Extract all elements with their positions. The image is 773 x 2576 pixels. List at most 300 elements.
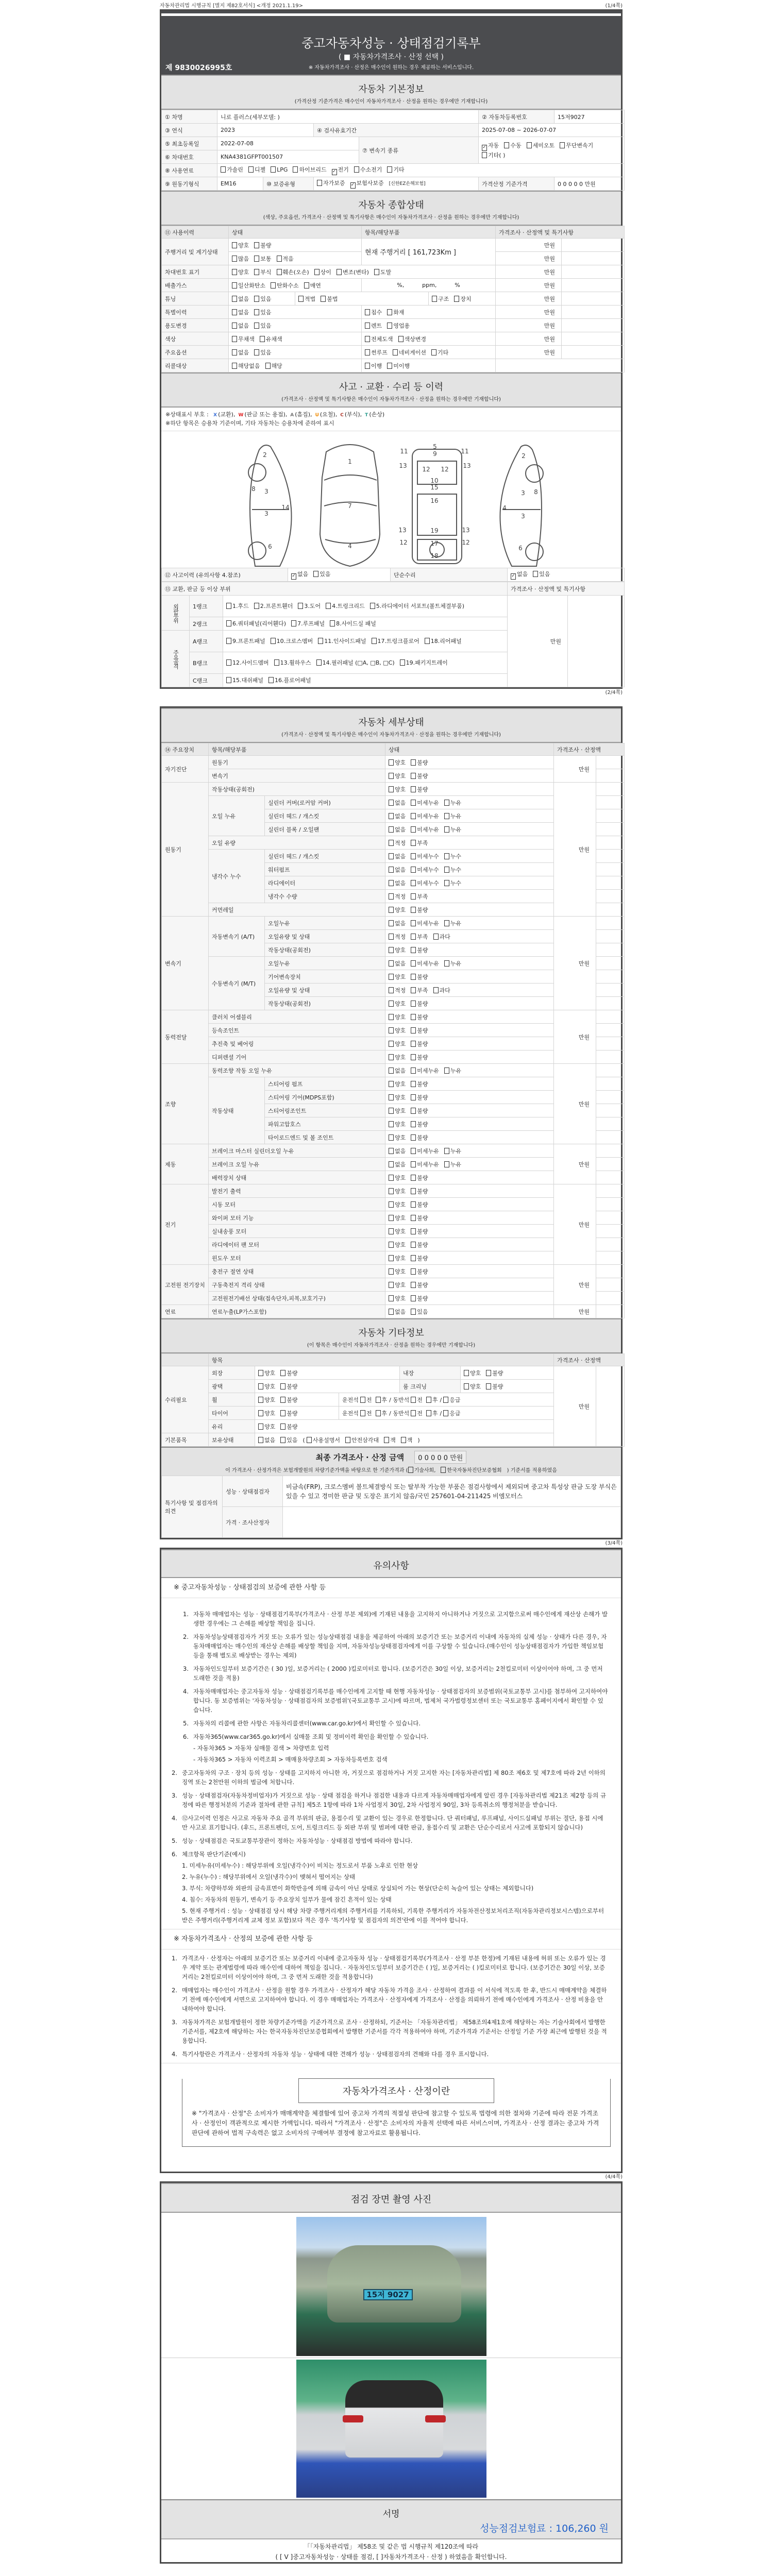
checkbox-option[interactable]	[258, 1436, 275, 1444]
checkbox-option[interactable]	[389, 1080, 406, 1088]
checkbox-option[interactable]	[280, 1396, 297, 1404]
checkbox-icon	[321, 296, 326, 302]
option-label: 없음	[238, 349, 249, 356]
checkbox-option[interactable]	[464, 1369, 481, 1377]
checkbox-option[interactable]	[425, 636, 462, 647]
diagram-part-number: 3	[264, 510, 268, 517]
checkbox-option[interactable]	[387, 321, 410, 330]
checkbox-option[interactable]	[345, 1436, 379, 1444]
other-info-header	[161, 1318, 621, 1353]
checkbox-option[interactable]	[232, 255, 249, 263]
checkbox-option[interactable]	[433, 986, 450, 994]
checkbox-option[interactable]	[444, 959, 461, 968]
checkbox-option[interactable]	[411, 892, 428, 901]
checkbox-option[interactable]	[482, 151, 505, 159]
checkbox-option[interactable]	[374, 268, 391, 276]
checkbox-option[interactable]	[226, 675, 263, 686]
checkbox-option[interactable]	[411, 946, 428, 954]
checkbox-option[interactable]	[330, 619, 376, 629]
checkbox-option[interactable]	[321, 295, 338, 303]
checkbox-option[interactable]	[444, 852, 461, 860]
checkbox-option[interactable]	[365, 348, 388, 357]
checkbox-option[interactable]	[389, 1281, 406, 1289]
checkbox-option[interactable]	[271, 281, 299, 290]
checkbox-option[interactable]	[365, 308, 382, 316]
checkbox-option[interactable]	[411, 1107, 428, 1115]
checkbox-option[interactable]	[400, 658, 448, 668]
diagram-part-number: 2	[522, 452, 526, 460]
checkbox-option[interactable]	[408, 1466, 436, 1473]
checkbox-option[interactable]	[360, 1396, 372, 1404]
section-note: (가격산정 기준가격은 매수인이 자동차가격조사 · 산정을 원하는 경우에만 기재합니다)	[294, 99, 488, 105]
signature-title: 서명	[382, 2509, 400, 2519]
checkbox-option[interactable]	[376, 1396, 388, 1404]
checkbox-option[interactable]	[486, 1369, 503, 1377]
option-label: 부족	[417, 933, 428, 940]
checkbox-option[interactable]	[426, 1396, 438, 1404]
checkbox-option[interactable]	[560, 141, 593, 149]
checkbox-option[interactable]	[317, 179, 345, 187]
checkbox-option[interactable]	[411, 1214, 428, 1222]
checkbox-option[interactable]	[268, 675, 311, 686]
checkbox-option[interactable]	[226, 619, 286, 629]
checkbox-option[interactable]	[411, 933, 428, 941]
checkbox-option[interactable]	[444, 866, 461, 874]
checkbox-option[interactable]	[398, 335, 427, 343]
checkbox-icon	[389, 987, 394, 993]
option-label: 양호	[395, 1188, 406, 1195]
checkbox-option[interactable]	[258, 1369, 275, 1377]
checkbox-option[interactable]	[372, 636, 419, 647]
checkbox-option[interactable]	[232, 335, 255, 343]
checkbox-option[interactable]	[444, 1147, 461, 1155]
detail-header-row	[162, 743, 625, 756]
option-label: 불량	[417, 1134, 428, 1141]
checkbox-option[interactable]	[280, 1436, 297, 1444]
status-options	[385, 796, 554, 809]
checkbox-option[interactable]	[254, 348, 271, 357]
checkbox-option[interactable]	[389, 906, 406, 914]
item-label: 휠	[209, 1393, 255, 1406]
checkbox-option[interactable]	[387, 165, 404, 174]
checkbox-option[interactable]	[411, 1281, 428, 1289]
checkbox-option[interactable]	[280, 1382, 297, 1391]
checkbox-option[interactable]	[254, 268, 271, 276]
checkbox-option[interactable]	[316, 658, 395, 668]
option-label: 14.필러패널 (□A, □B, □C)	[322, 659, 395, 666]
checkbox-option[interactable]	[232, 241, 249, 249]
checkbox-option[interactable]	[370, 601, 464, 612]
checkbox-option[interactable]	[411, 1147, 439, 1155]
checkbox-icon	[280, 1410, 285, 1416]
item-label: 원동기	[209, 756, 385, 769]
checkbox-option[interactable]	[258, 1382, 275, 1391]
checkbox-option[interactable]	[387, 362, 410, 370]
checkbox-icon	[265, 363, 271, 369]
note-content	[193, 1632, 609, 1660]
basic-info-table	[161, 110, 625, 191]
checkbox-option[interactable]	[291, 619, 325, 629]
checkbox-option[interactable]	[411, 1080, 428, 1088]
checkbox-icon	[372, 638, 377, 644]
checkbox-option[interactable]	[504, 141, 521, 149]
note-item	[172, 1814, 609, 1832]
symbol-meaning: (교환),	[218, 411, 236, 418]
note-content	[182, 2049, 489, 2059]
checkbox-icon	[326, 603, 331, 609]
checkbox-option[interactable]	[389, 933, 406, 941]
checkbox-option[interactable]	[411, 799, 439, 807]
sub-item-label: 오일유량 및 상태	[265, 984, 385, 997]
option-label: 양호	[395, 973, 406, 980]
table-row	[162, 1184, 625, 1198]
checkbox-option[interactable]	[298, 295, 315, 303]
checkbox-option[interactable]	[389, 839, 406, 847]
checkbox-icon	[389, 1255, 394, 1261]
checkbox-option[interactable]	[260, 335, 282, 343]
checkbox-option[interactable]	[389, 1026, 406, 1035]
checkbox-option[interactable]	[389, 986, 406, 994]
checkbox-option[interactable]	[433, 933, 450, 941]
checkbox-option[interactable]	[271, 636, 313, 647]
checkbox-option[interactable]	[389, 1066, 406, 1075]
basic-items-label: 기본품목	[162, 1433, 209, 1447]
checkbox-option[interactable]	[389, 1013, 406, 1021]
checkbox-option[interactable]	[401, 1436, 413, 1444]
checkbox-option[interactable]	[411, 839, 428, 847]
checkbox-option[interactable]	[389, 1133, 406, 1142]
checkbox-option[interactable]	[454, 295, 471, 303]
checkbox-icon	[411, 1282, 416, 1288]
checkbox-option[interactable]	[254, 321, 271, 330]
checkbox-option[interactable]	[298, 601, 321, 612]
checkbox-option[interactable]	[387, 308, 404, 316]
checkbox-option[interactable]	[280, 1369, 297, 1377]
checkbox-option[interactable]	[411, 1133, 428, 1142]
checkbox-option[interactable]	[389, 812, 406, 820]
checkbox-option[interactable]	[411, 1200, 428, 1209]
option-label: 기타	[393, 166, 405, 173]
checkbox-option[interactable]	[411, 919, 439, 927]
checkbox-option[interactable]	[411, 1308, 428, 1316]
checkbox-option[interactable]	[232, 268, 249, 276]
option-label: 3.도어	[304, 602, 321, 609]
checkbox-option[interactable]	[232, 321, 249, 330]
checkbox-option[interactable]	[277, 268, 309, 276]
checkbox-option[interactable]	[389, 1241, 406, 1249]
status-options	[385, 1158, 554, 1171]
page-number: (2/4쪽)	[605, 690, 623, 696]
confirmation-statement	[161, 2539, 621, 2562]
checkbox-option[interactable]	[389, 1174, 406, 1182]
column-header: 상태	[385, 743, 554, 756]
price-cell: 만원	[554, 783, 596, 917]
option-label: 후	[381, 1410, 388, 1417]
checkbox-option[interactable]	[431, 348, 448, 357]
checkbox-icon	[389, 934, 394, 940]
checkbox-option[interactable]	[389, 1147, 406, 1155]
checkbox-icon	[444, 1067, 449, 1074]
checkbox-option[interactable]	[411, 906, 428, 914]
checkbox-option[interactable]	[271, 166, 288, 173]
status-options	[229, 265, 496, 279]
checkbox-option[interactable]	[411, 1066, 439, 1075]
checkbox-option[interactable]	[389, 1294, 406, 1302]
checkbox-option[interactable]	[254, 255, 271, 263]
checkbox-option[interactable]	[411, 959, 439, 968]
checkbox-option[interactable]	[444, 1066, 461, 1075]
checkbox-option[interactable]	[444, 825, 461, 834]
checkbox-option[interactable]	[337, 268, 369, 276]
checkbox-option[interactable]	[432, 295, 449, 303]
checkbox-option[interactable]	[411, 999, 428, 1008]
symbol-u: U	[315, 413, 319, 418]
checkbox-option[interactable]	[314, 268, 331, 276]
checkbox-icon	[389, 1201, 394, 1208]
checkbox-option[interactable]	[293, 165, 326, 174]
checkbox-option[interactable]	[354, 165, 382, 174]
checkbox-option[interactable]	[389, 758, 406, 767]
checkbox-option[interactable]	[527, 141, 555, 149]
checkbox-option[interactable]	[384, 1436, 396, 1444]
checkbox-option[interactable]	[221, 165, 243, 174]
checkbox-option[interactable]	[411, 1053, 428, 1061]
checkbox-option[interactable]	[365, 335, 393, 343]
checkbox-option[interactable]	[411, 1040, 428, 1048]
checkbox-option[interactable]	[443, 1409, 460, 1417]
item-label: 냉각수 누수	[209, 850, 265, 903]
checkbox-option[interactable]	[389, 1254, 406, 1262]
checkbox-option[interactable]	[426, 1409, 438, 1417]
checkbox-option[interactable]	[411, 1093, 428, 1101]
status-options	[385, 1238, 554, 1251]
option-label: 미세누유	[417, 812, 439, 820]
checkbox-option[interactable]	[486, 1382, 503, 1391]
checkbox-icon	[411, 826, 416, 833]
option-label: 불량	[417, 1107, 428, 1114]
checkbox-option[interactable]	[444, 919, 461, 927]
checkbox-option[interactable]	[389, 1053, 406, 1061]
checkbox-option[interactable]	[277, 255, 294, 263]
checkbox-option[interactable]	[332, 165, 349, 175]
checkbox-option[interactable]	[411, 825, 439, 834]
diagram-part-number: 8	[251, 485, 256, 493]
checkbox-option[interactable]	[389, 959, 406, 968]
sub-item-label: 파워고압호스	[265, 1117, 385, 1131]
checkbox-option[interactable]	[232, 281, 265, 290]
checkbox-option[interactable]	[411, 1013, 428, 1021]
checkbox-option[interactable]	[411, 812, 439, 820]
diagram-part-number: 6	[518, 545, 523, 552]
item-label: 수동변속기 (M/T)	[209, 957, 265, 1010]
checkbox-option[interactable]	[254, 241, 271, 249]
option-label: 양호	[395, 1241, 406, 1248]
price-note-cell	[596, 1238, 625, 1251]
checkbox-option[interactable]	[511, 570, 528, 580]
checkbox-option[interactable]	[232, 348, 249, 357]
checkbox-option[interactable]	[313, 570, 330, 578]
checkbox-option[interactable]	[444, 879, 461, 887]
checkbox-option[interactable]	[326, 601, 365, 612]
checkbox-option[interactable]	[411, 1026, 428, 1035]
option-label: 침수	[371, 309, 382, 316]
checkbox-option[interactable]	[411, 772, 428, 780]
checkbox-option[interactable]	[389, 866, 406, 874]
checkbox-option[interactable]	[254, 601, 293, 612]
car-front-shape	[327, 2245, 461, 2323]
checkbox-option[interactable]	[350, 179, 384, 189]
checkbox-option[interactable]	[389, 1160, 406, 1168]
checkbox-option[interactable]	[411, 879, 439, 887]
checkbox-option[interactable]	[411, 1227, 428, 1235]
checkbox-icon	[376, 1410, 381, 1416]
note-text: 매매업자는 매수인이 가격조사 · 산정을 원할 경우 가격조사 · 산정자가 해당 자동차 가격을 조사 · 산정하여 결과를 이 서식에 적도록 한 후, 반드시 매매계약을 체결하기 전에 매수인에게 서면으로 고지하여야 합니다. 이 경우 매매업자는 가격조사 · 산정자에게 가격조사 · 산정을 의뢰하기 전에 매수인에게 가격조사 · 산정 비용을 안내하여야 합니다.	[182, 1987, 607, 2012]
checkbox-option[interactable]	[444, 1160, 461, 1168]
checkbox-option[interactable]	[389, 1120, 406, 1128]
checkbox-option[interactable]	[232, 308, 249, 316]
checkbox-option[interactable]	[411, 1241, 428, 1249]
checkbox-option[interactable]	[274, 658, 311, 668]
diagram-part-number: 12	[441, 466, 449, 473]
checkbox-option[interactable]	[318, 636, 366, 647]
checkbox-option[interactable]	[232, 295, 249, 303]
checkbox-option[interactable]	[389, 799, 406, 807]
checkbox-option[interactable]	[411, 852, 439, 860]
note-item	[172, 1850, 609, 1925]
checkbox-option[interactable]	[248, 165, 265, 174]
page-number: (1/4쪽)	[605, 3, 623, 9]
device-group-label: 자기진단	[162, 756, 209, 783]
checkbox-option[interactable]	[444, 812, 461, 820]
checkbox-icon	[411, 1397, 416, 1403]
checkbox-option[interactable]	[464, 1382, 481, 1391]
option-label: 양호	[395, 1080, 406, 1088]
checkbox-option[interactable]	[411, 1254, 428, 1262]
checkbox-option[interactable]	[389, 999, 406, 1008]
checkbox-option[interactable]	[307, 1436, 340, 1444]
checkbox-option[interactable]	[389, 973, 406, 981]
checkbox-option[interactable]	[254, 308, 271, 316]
checkbox-option[interactable]	[411, 1396, 423, 1404]
checkbox-option[interactable]	[291, 570, 308, 580]
checkbox-option[interactable]	[389, 1308, 406, 1316]
item-label: 오일 누유	[209, 796, 265, 836]
checkbox-option[interactable]	[389, 919, 406, 927]
checked-box-icon: ✓	[350, 182, 355, 188]
checkbox-option[interactable]	[389, 1093, 406, 1101]
checkbox-option[interactable]	[226, 601, 249, 612]
checkbox-option[interactable]	[304, 281, 321, 290]
checkbox-option[interactable]	[232, 362, 260, 370]
status-options	[229, 332, 362, 346]
checkbox-icon	[389, 920, 394, 926]
checkbox-option[interactable]	[411, 758, 428, 767]
checkbox-option[interactable]	[393, 348, 426, 357]
checkbox-option[interactable]	[444, 799, 461, 807]
checkbox-option[interactable]	[280, 1409, 297, 1417]
checkbox-option[interactable]	[389, 1227, 406, 1235]
checkbox-option[interactable]	[533, 570, 550, 578]
checkbox-option[interactable]	[411, 1160, 439, 1168]
checkbox-icon	[411, 893, 416, 900]
checkbox-icon	[454, 296, 459, 302]
checkbox-option[interactable]	[389, 1107, 406, 1115]
checkbox-option[interactable]	[389, 1267, 406, 1276]
note-number: 2.	[183, 1633, 189, 1640]
option-label: 없음	[517, 571, 528, 578]
checkbox-option[interactable]	[411, 1267, 428, 1276]
price-note-cell	[596, 890, 625, 903]
checkbox-option[interactable]	[389, 1214, 406, 1222]
checkbox-option[interactable]	[443, 1396, 460, 1404]
position-prefix: / 동반석	[389, 1410, 410, 1417]
checkbox-option[interactable]	[376, 1409, 388, 1417]
checkbox-option[interactable]	[258, 1422, 275, 1431]
checkbox-option[interactable]	[226, 636, 265, 647]
checkbox-option[interactable]	[389, 1187, 406, 1195]
checkbox-option[interactable]	[389, 879, 406, 887]
checkbox-option[interactable]	[411, 1174, 428, 1182]
checkbox-option[interactable]	[258, 1396, 275, 1404]
checkbox-option[interactable]	[441, 1466, 501, 1473]
checkbox-option[interactable]	[411, 1187, 428, 1195]
checkbox-option[interactable]	[482, 141, 499, 151]
option-label: 불량	[417, 1228, 428, 1235]
checkbox-option[interactable]	[389, 946, 406, 954]
checkbox-icon	[389, 1121, 394, 1127]
option-label: 누유	[450, 920, 462, 927]
checkbox-option[interactable]	[389, 1040, 406, 1048]
note-content	[182, 1986, 609, 2013]
checkbox-option[interactable]	[411, 986, 428, 994]
checkbox-option[interactable]	[411, 973, 428, 981]
checkbox-option[interactable]	[389, 785, 406, 793]
checkbox-option[interactable]	[411, 866, 439, 874]
photo-row-front	[161, 2213, 621, 2358]
parts-header-row	[162, 582, 625, 596]
checkbox-option[interactable]	[365, 362, 382, 370]
checkbox-option[interactable]	[280, 1422, 297, 1431]
checkbox-option[interactable]	[265, 362, 282, 370]
checkbox-option[interactable]	[360, 1409, 372, 1417]
note-text: 자동차 매매업자는 성능 · 상태점검기록부(가격조사 · 산정 부분 제외)에 기재된 내용을 고지하지 아니하거나 거짓으로 고지함으로써 매수인에게 재산상 손해가 발생한 경우에는 그 손해를 배상할 책임을 집니다.	[193, 1611, 608, 1627]
checkbox-option[interactable]	[254, 295, 271, 303]
sub-item-label: 스티어링 펌프	[265, 1077, 385, 1091]
checkbox-icon	[389, 1134, 394, 1141]
status-options	[385, 823, 554, 836]
price-cell: 만원	[496, 292, 562, 306]
checkbox-option[interactable]	[226, 658, 269, 668]
table-row	[162, 1265, 625, 1278]
option-label: 없음	[395, 866, 406, 873]
checkbox-option[interactable]	[258, 1409, 275, 1417]
checkbox-option[interactable]	[389, 892, 406, 901]
checkbox-option[interactable]	[389, 852, 406, 860]
checkbox-option[interactable]	[411, 1294, 428, 1302]
option-label: 8.사이드실 패널	[336, 620, 376, 627]
checkbox-icon	[411, 1309, 416, 1315]
checkbox-option[interactable]	[389, 772, 406, 780]
checkbox-icon	[533, 571, 538, 577]
checkbox-option[interactable]	[365, 321, 382, 330]
column-header: 항목/해당부품	[209, 743, 385, 756]
checkbox-option[interactable]	[389, 1200, 406, 1209]
checkbox-option[interactable]	[411, 1120, 428, 1128]
legend-note: ※하단 항목은 승용차 기준이며, 기타 자동차는 승용차에 준하여 표시	[165, 420, 334, 427]
checkbox-option[interactable]	[389, 825, 406, 834]
checkbox-option[interactable]	[411, 1409, 423, 1417]
checkbox-option[interactable]	[411, 785, 428, 793]
